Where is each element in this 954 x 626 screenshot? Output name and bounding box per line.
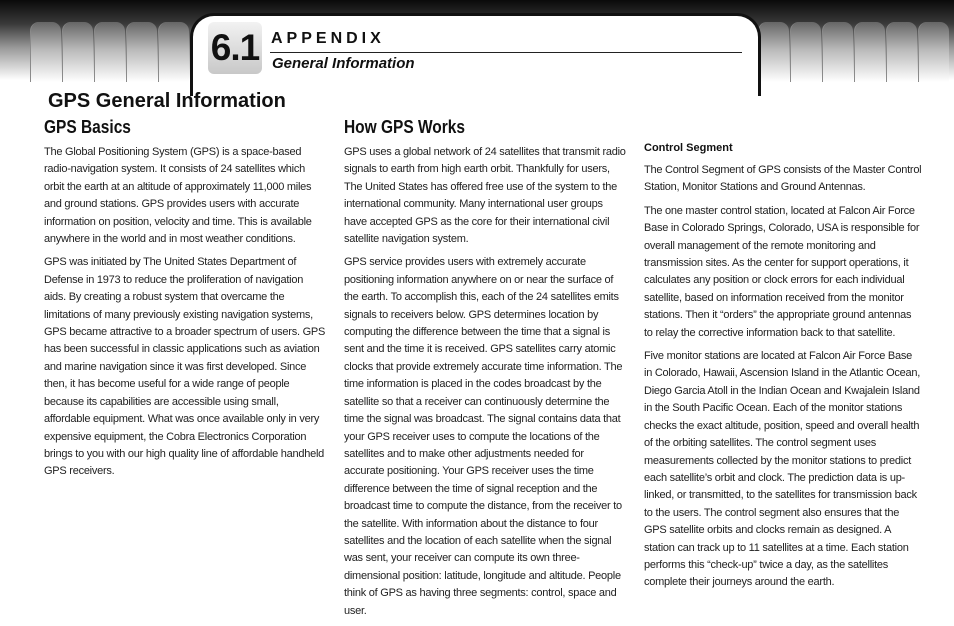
column-how-gps-works xyxy=(344,116,626,626)
section-number: 6.1 xyxy=(208,22,262,74)
how-gps-works-heading: How GPS Works xyxy=(344,117,466,137)
decorative-tab xyxy=(854,22,885,82)
paragraph: The one master control station, located at Falcon Air Force Base in Colorado Springs, Colorado, USA is responsible for overall management of the remote monitoring and transmission sites. As the center for support operations, it calculates any position or clock errors for each individual satellite, based on information received from the monitor stations. Then it “orders” the appropriate ground antennas to relay the corrective information back to that satellite. xyxy=(644,204,920,339)
paragraph: The Global Positioning System (GPS) is a space-based radio-navigation system. It consists of 24 satellites which orbit the earth at an altitude of approximately 11,000 miles and ground stations. GPS provides users with accurate information on position, velocity and time. This is available anywhere in the world and in most weather conditions. xyxy=(44,146,312,246)
decorative-tab xyxy=(126,22,157,82)
paragraph: The Control Segment of GPS consists of the Master Control Station, Monitor Stations and Ground Antennas. xyxy=(644,164,922,194)
control-segment-heading: Control Segment xyxy=(644,142,733,154)
column-gps-basics xyxy=(44,116,326,487)
decorative-tab xyxy=(94,22,125,82)
gps-basics-heading: GPS Basics xyxy=(44,117,131,137)
section-subtitle: General Information xyxy=(272,55,415,72)
decorative-tab xyxy=(62,22,93,82)
decorative-tab xyxy=(886,22,917,82)
paragraph: GPS service provides users with extremely accurate positioning information anywhere on or near the surface of the earth. To accomplish this, each of the 24 satellites emits signals to receivers below. GPS determines location by computing the difference between the time that a signal is sent and the time it is received. GPS satellites carry atomic clocks that provide extremely accurate time information. The time information is placed in the codes broadcast by the satellite so that a receiver can continuously determine the time the signal was broadcast. The signal contains data that your GPS receiver uses to compute the locations of the satellites and to make other adjustments needed for accurate positioning. Your GPS receiver uses the time difference between the time of signal reception and the broadcast time to compute the distance, from the receiver to the satellite. With information about the distance to four satellites and the location of each satellite when the signal was sent, your receiver can compute its own three-dimensional position: latitude, longitude and altitude. People think of GPS as having three segments: control, space and user. xyxy=(344,256,623,617)
decorative-tab xyxy=(158,22,189,82)
decorative-tab xyxy=(758,22,789,82)
decorative-tab xyxy=(30,22,61,82)
section-label: APPENDIX xyxy=(271,30,385,47)
decorative-tab xyxy=(918,22,949,82)
paragraph: GPS uses a global network of 24 satellites that transmit radio signals to earth from high earth orbit. Thankfully for users, The United States has offered free use of the system to the international community. Many international user groups have accepted GPS as the core for their international civil satellite navigation system. xyxy=(344,146,626,246)
header-divider xyxy=(270,52,742,53)
decorative-tab xyxy=(790,22,821,82)
column-control-segment xyxy=(644,140,922,598)
paragraph: GPS was initiated by The United States Department of Defense in 1973 to reduce the proliferation of navigation aids. By creating a robust system that overcame the limitations of many previously existing navigation systems, GPS became attractive to a broader spectrum of users. GPS has been successful in classic applications such as aviation and marine navigation since it was first developed. Since then, it has become useful for a wide range of people because its capabilities are accessible using small, affordable equipment. What was once available only in very expensive equipment, the Cobra Electronics Corporation brings to you with our high quality line of affordable handheld GPS receivers. xyxy=(44,256,326,478)
paragraph: Five monitor stations are located at Falcon Air Force Base in Colorado, Hawaii, Ascension Island in the Atlantic Ocean, Diego Garcia Atoll in the Indian Ocean and Kwajalein Island in the South Pacific Ocean. Each of the monitor stations checks the exact altitude, position, speed and overall health of the orbiting satellites. The control segment uses measurements collected by the monitor stations to predict each satellite’s orbit and clock. The prediction data is up-linked, or transmitted, to the satellites for transmission back to the users. The control segment also ensures that the GPS satellite orbits and clocks remain as designed. A station can track up to 11 satellites at a time. Each station performs this “check-up” twice a day, as the satellites complete their journeys around the earth. xyxy=(644,350,921,589)
decorative-tab xyxy=(822,22,853,82)
page-title: GPS General Information xyxy=(48,90,286,112)
